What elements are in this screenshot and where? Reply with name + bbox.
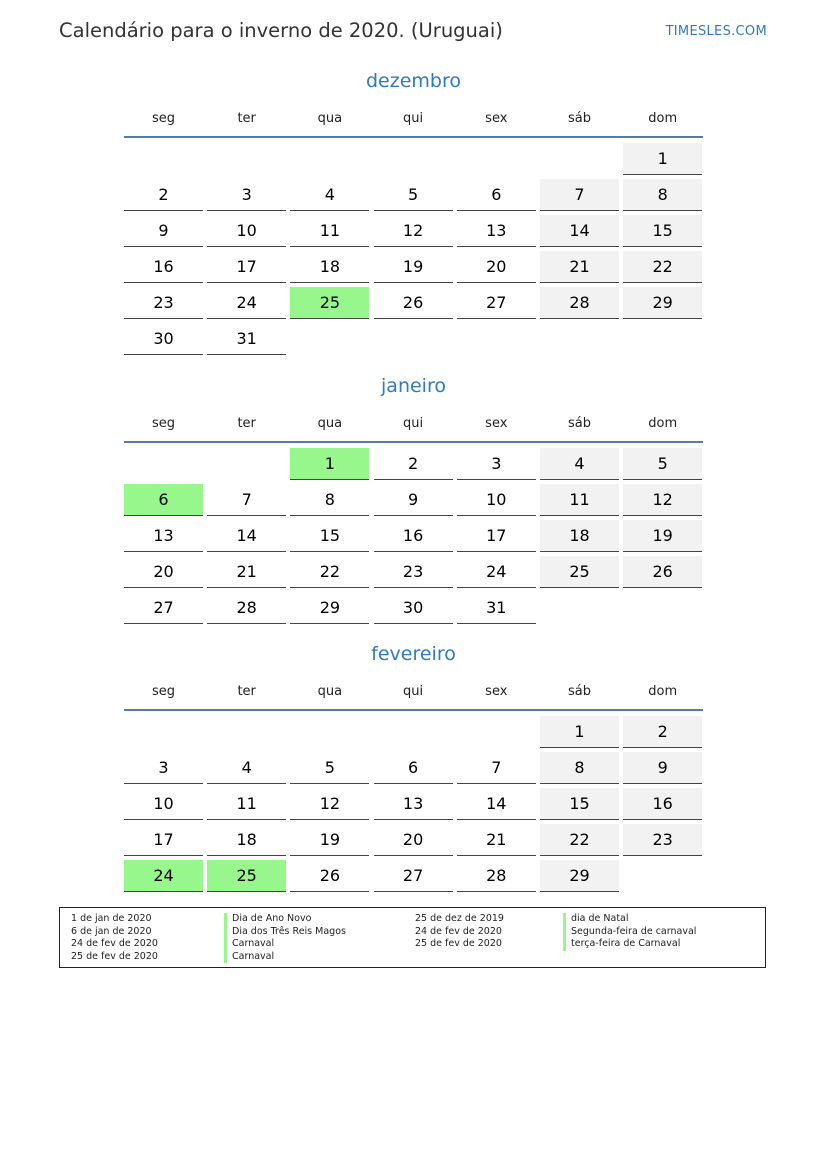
day-cell: 25 bbox=[540, 556, 619, 588]
day-cell: 10 bbox=[207, 215, 286, 247]
weekday-label: qui bbox=[403, 684, 424, 699]
month-title-janeiro: janeiro bbox=[381, 375, 446, 397]
day-cell: 28 bbox=[540, 287, 619, 319]
day-cell: 21 bbox=[207, 556, 286, 588]
legend-holiday-name: Segunda-feira de carnaval bbox=[563, 926, 696, 939]
day-cell: 28 bbox=[457, 860, 536, 892]
day-cell: 3 bbox=[207, 179, 286, 211]
day-cell-holiday: 25 bbox=[290, 287, 369, 319]
legend-right-dates bbox=[415, 913, 504, 951]
legend-left-names bbox=[224, 913, 346, 963]
holiday-legend bbox=[59, 907, 766, 968]
day-cell: 10 bbox=[124, 788, 203, 820]
legend-date: 6 de jan de 2020 bbox=[71, 925, 152, 937]
day-cell: 7 bbox=[457, 752, 536, 784]
day-cell: 30 bbox=[374, 592, 453, 624]
weekday-label: dom bbox=[648, 684, 678, 699]
legend-date: 24 de fev de 2020 bbox=[415, 925, 502, 937]
day-cell: 5 bbox=[290, 752, 369, 784]
day-cell: 29 bbox=[623, 287, 702, 319]
day-cell: 15 bbox=[623, 215, 702, 247]
day-cell: 26 bbox=[374, 287, 453, 319]
day-cell: 31 bbox=[457, 592, 536, 624]
legend-date: 25 de fev de 2020 bbox=[415, 938, 502, 950]
day-cell: 4 bbox=[207, 752, 286, 784]
weekday-label: seg bbox=[151, 684, 176, 699]
day-cell: 2 bbox=[124, 179, 203, 211]
weekday-label: qua bbox=[317, 416, 343, 431]
day-cell: 18 bbox=[207, 824, 286, 856]
weekday-label: dom bbox=[648, 416, 678, 431]
weekday-label: qui bbox=[403, 416, 424, 431]
day-cell: 19 bbox=[374, 251, 453, 283]
page-title: Calendário para o inverno de 2020. (Uruguai) bbox=[59, 19, 503, 42]
weekday-label: sáb bbox=[568, 684, 591, 699]
day-cell: 14 bbox=[457, 788, 536, 820]
day-cell: 20 bbox=[457, 251, 536, 283]
day-cell: 27 bbox=[457, 287, 536, 319]
legend-date: 1 de jan de 2020 bbox=[71, 913, 152, 924]
day-cell: 4 bbox=[290, 179, 369, 211]
legend-holiday-name: Carnaval bbox=[224, 951, 346, 964]
day-cell: 24 bbox=[207, 287, 286, 319]
day-cell: 26 bbox=[623, 556, 702, 588]
weekday-label: seg bbox=[151, 111, 176, 126]
header-rule bbox=[124, 709, 703, 711]
day-cell: 30 bbox=[124, 323, 203, 355]
day-cell: 27 bbox=[374, 860, 453, 892]
day-cell: 6 bbox=[457, 179, 536, 211]
site-link[interactable]: TIMESLES.COM bbox=[665, 24, 767, 39]
month-title-fevereiro: fevereiro bbox=[371, 643, 456, 665]
day-cell: 11 bbox=[290, 215, 369, 247]
legend-holiday-name: Dia dos Três Reis Magos bbox=[224, 926, 346, 939]
day-cell: 28 bbox=[207, 592, 286, 624]
day-cell: 7 bbox=[207, 484, 286, 516]
day-cell: 22 bbox=[290, 556, 369, 588]
day-cell: 11 bbox=[540, 484, 619, 516]
day-cell: 12 bbox=[374, 215, 453, 247]
day-cell: 9 bbox=[623, 752, 702, 784]
day-cell: 2 bbox=[623, 716, 702, 748]
day-cell: 23 bbox=[623, 824, 702, 856]
legend-date: 25 de fev de 2020 bbox=[71, 950, 158, 962]
weekday-label: ter bbox=[237, 684, 256, 699]
day-cell: 12 bbox=[623, 484, 702, 516]
weekday-label: qua bbox=[317, 111, 343, 126]
weekday-label: sáb bbox=[568, 111, 591, 126]
day-cell: 13 bbox=[124, 520, 203, 552]
day-cell: 4 bbox=[540, 448, 619, 480]
day-cell: 21 bbox=[540, 251, 619, 283]
day-cell: 12 bbox=[290, 788, 369, 820]
weekday-label: seg bbox=[151, 416, 176, 431]
weekday-label: sáb bbox=[568, 416, 591, 431]
day-cell: 20 bbox=[374, 824, 453, 856]
weekday-label: sex bbox=[485, 111, 508, 126]
weekday-label: qua bbox=[317, 684, 343, 699]
day-cell: 27 bbox=[124, 592, 203, 624]
day-cell: 14 bbox=[207, 520, 286, 552]
legend-date: 24 de fev de 2020 bbox=[71, 938, 158, 950]
day-cell: 8 bbox=[290, 484, 369, 516]
day-cell: 24 bbox=[457, 556, 536, 588]
day-cell: 26 bbox=[290, 860, 369, 892]
day-cell: 16 bbox=[124, 251, 203, 283]
legend-holiday-name: terça-feira de Carnaval bbox=[563, 938, 696, 951]
day-cell: 11 bbox=[207, 788, 286, 820]
day-cell: 3 bbox=[457, 448, 536, 480]
day-cell: 16 bbox=[374, 520, 453, 552]
day-cell: 15 bbox=[290, 520, 369, 552]
month-title-dezembro: dezembro bbox=[366, 70, 461, 92]
day-cell: 18 bbox=[290, 251, 369, 283]
day-cell-holiday: 1 bbox=[290, 448, 369, 480]
legend-holiday-name: dia de Natal bbox=[563, 913, 696, 926]
weekday-label: ter bbox=[237, 416, 256, 431]
weekday-label: dom bbox=[648, 111, 678, 126]
legend-holiday-name: Carnaval bbox=[224, 938, 346, 951]
day-cell: 17 bbox=[124, 824, 203, 856]
day-cell: 10 bbox=[457, 484, 536, 516]
weekday-label: qui bbox=[403, 111, 424, 126]
day-cell: 17 bbox=[457, 520, 536, 552]
day-cell: 22 bbox=[623, 251, 702, 283]
day-cell: 9 bbox=[124, 215, 203, 247]
header-rule bbox=[124, 136, 703, 138]
weekday-header bbox=[124, 416, 703, 436]
day-cell: 16 bbox=[623, 788, 702, 820]
day-cell: 31 bbox=[207, 323, 286, 355]
day-cell: 19 bbox=[623, 520, 702, 552]
day-cell: 15 bbox=[540, 788, 619, 820]
day-cell: 3 bbox=[124, 752, 203, 784]
day-cell: 21 bbox=[457, 824, 536, 856]
day-cell: 1 bbox=[623, 143, 702, 175]
weekday-label: ter bbox=[237, 111, 256, 126]
legend-holiday-name: Dia de Ano Novo bbox=[224, 913, 346, 926]
legend-left-dates bbox=[71, 913, 158, 963]
day-cell-holiday: 25 bbox=[207, 860, 286, 892]
day-cell: 9 bbox=[374, 484, 453, 516]
day-cell: 5 bbox=[374, 179, 453, 211]
day-cell: 6 bbox=[374, 752, 453, 784]
day-cell: 22 bbox=[540, 824, 619, 856]
day-cell: 14 bbox=[540, 215, 619, 247]
day-cell: 20 bbox=[124, 556, 203, 588]
legend-right-names bbox=[563, 913, 696, 951]
day-cell-holiday: 6 bbox=[124, 484, 203, 516]
header-rule bbox=[124, 441, 703, 443]
day-cell-holiday: 24 bbox=[124, 860, 203, 892]
weekday-header bbox=[124, 111, 703, 131]
day-cell: 23 bbox=[124, 287, 203, 319]
legend-date: 25 de dez de 2019 bbox=[415, 913, 504, 924]
day-cell: 17 bbox=[207, 251, 286, 283]
day-cell: 18 bbox=[540, 520, 619, 552]
day-cell: 8 bbox=[540, 752, 619, 784]
day-cell: 29 bbox=[290, 592, 369, 624]
day-cell: 5 bbox=[623, 448, 702, 480]
day-cell: 23 bbox=[374, 556, 453, 588]
day-cell: 13 bbox=[457, 215, 536, 247]
weekday-header bbox=[124, 684, 703, 704]
day-cell: 1 bbox=[540, 716, 619, 748]
day-cell: 7 bbox=[540, 179, 619, 211]
day-cell: 13 bbox=[374, 788, 453, 820]
weekday-label: sex bbox=[485, 684, 508, 699]
day-cell: 29 bbox=[540, 860, 619, 892]
day-cell: 8 bbox=[623, 179, 702, 211]
day-cell: 2 bbox=[374, 448, 453, 480]
day-cell: 19 bbox=[290, 824, 369, 856]
weekday-label: sex bbox=[485, 416, 508, 431]
